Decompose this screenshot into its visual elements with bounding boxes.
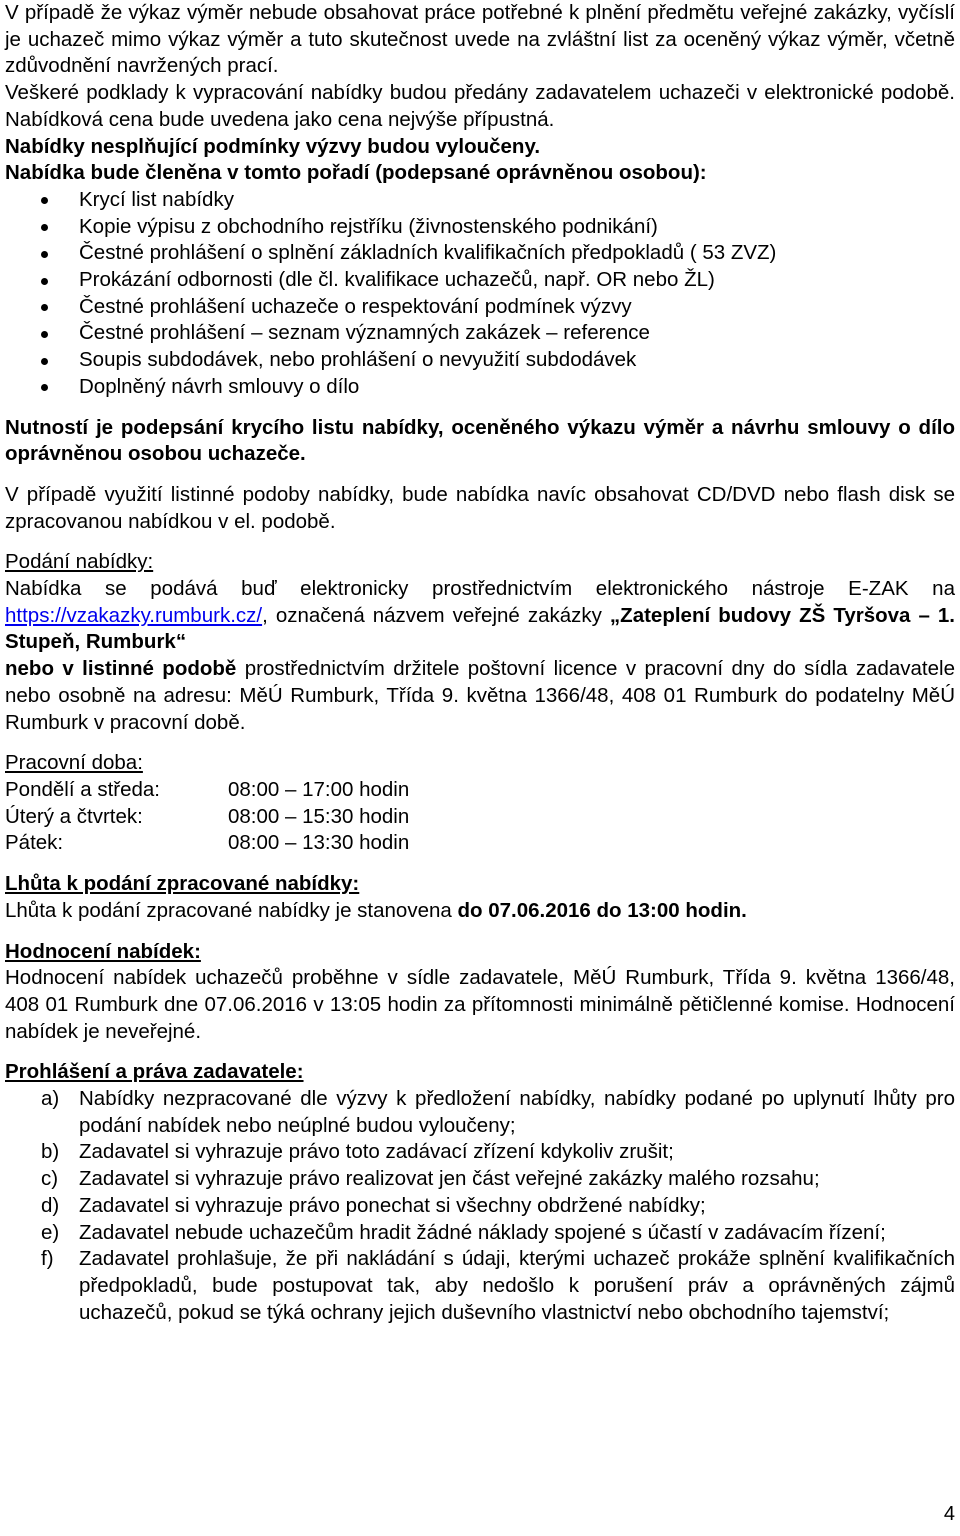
order-heading: Nabídka bude členěna v tomto pořadí (podepsané oprávněnou osobou): [5,161,707,185]
item-text: Zadavatel nebude uchazečům hradit žádné náklady spojené s účastí v zadávacím řízení; [79,1220,886,1244]
item-letter: b) [41,1140,60,1164]
deadline-date: do 07.06.2016 do 13:00 hodin. [457,898,747,922]
paper-submission-text [5,656,955,736]
submission-text-2: , označená názvem veřejné zakázky [262,603,602,627]
signature-note: Nutností je podepsání krycího listu nabídky, oceněného výkazu výměr a návrhu smlouvy o dílo oprávněnou osobou uchazeče. [5,415,955,466]
list-item: Kopie výpisu z obchodního rejstříku (živnostenského podnikání) [5,214,955,241]
intro-paragraph-2 [5,80,955,160]
hours-time: 08:00 – 13:30 hodin [228,831,410,855]
hours-time: 08:00 – 15:30 hodin [228,804,410,828]
spacer [5,468,955,482]
list-item [5,1246,955,1326]
list-item: Čestné prohlášení – seznam významných zakázek – reference [5,320,955,347]
list-item [5,1220,955,1247]
paper-submission-details: prostřednictvím držitele poštovní licence v pracovní dny do sídla zadavatele nebo osobně na adresu: MěÚ Rumburk, Třída 9. května 1366/48, 408 01 Rumburk do podatelny MěÚ Rumburk v pracovní době. [5,657,955,734]
item-letter: f) [41,1247,54,1271]
office-hours-heading: Pracovní doba: [5,751,143,775]
evaluation-heading: Hodnocení nabídek: [5,939,201,963]
list-item: Doplněný návrh smlouvy o dílo [5,374,955,401]
order-list [5,187,955,401]
office-hours-table [5,777,409,857]
declarations-heading: Prohlášení a práva zadavatele: [5,1060,304,1084]
hours-time: 08:00 – 17:00 hodin [228,777,410,801]
intro-paragraph-1: V případě že výkaz výměr nebude obsahovat práce potřebné k plnění předmětu veřejné zakázky, vyčíslí je uchazeč mimo výkaz výměr a tuto skutečnost uvede na zvláštní list za oceněný výkaz výměr, včetně zdůvodnění navržených prací. [5,1,955,78]
deadline-heading: Lhůta k podání zpracované nabídky: [5,872,360,896]
spacer [5,1045,955,1059]
exclusion-note: Nabídky nesplňující podmínky výzvy budou vyloučeny. [5,134,541,158]
item-text: Nabídky nezpracované dle výzvy k předložení nabídky, nabídky podané po uplynutí lhůty pro podání nabídek nebo neúplné budou vyloučeny; [79,1087,955,1137]
item-text: Zadavatel si vyhrazuje právo realizovat jen část veřejné zakázky malého rozsahu; [79,1167,820,1191]
list-item [5,1166,955,1193]
table-row [5,777,409,804]
item-letter: c) [41,1167,59,1191]
list-item: Soupis subdodávek, nebo prohlášení o nevyužití subdodávek [5,347,955,374]
submission-text-1: Nabídka se podává buď elektronicky prostřednictvím elektronického nástroje E-ZAK na [5,577,955,601]
list-item: Krycí list nabídky [5,187,955,214]
list-item [5,1086,955,1139]
hours-day: Pátek: [5,831,64,855]
submission-heading: Podání nabídky: [5,550,154,574]
intro-text: Veškeré podklady k vypracování nabídky budou předány zadavatelem uchazeči v elektronické podobě. Nabídková cena bude uvedena jako cena nejvýše přípustná. [5,81,955,131]
evaluation-text: Hodnocení nabídek uchazečů proběhne v sídle zadavatele, MěÚ Rumburk, Třída 9. května 1366/48, 408 01 Rumburk dne 07.06.2016 v 13:05 hodin za přítomnosti minimálně pětičlenné komise. Hodnocení nabídek je neveřejné. [5,966,955,1043]
document-page [5,0,955,1326]
list-item [5,1139,955,1166]
submission-text [5,576,955,656]
spacer [5,925,955,939]
hours-day: Pondělí a středa: [5,777,160,801]
spacer [5,535,955,549]
list-item: Prokázání odbornosti (dle čl. kvalifikace uchazečů, např. OR nebo ŽL) [5,267,955,294]
spacer [5,401,955,415]
spacer [5,736,955,750]
table-row [5,804,409,831]
page-number: 4 [943,1503,955,1526]
declarations-list [5,1086,955,1326]
paper-submission-bold: nebo v listinné podobě [5,657,237,681]
item-letter: e) [41,1220,60,1244]
item-text: Zadavatel prohlašuje, že při nakládání s údaji, kterými uchazeč prokáže splnění kvalifikačních předpokladů, bude postupovat tak, aby nedošlo k porušení práv a oprávněných zájmů uchazečů, pokud se týká ochrany jejich duševního vlastnictví nebo obchodního tajemství; [79,1247,955,1324]
paper-form-note: V případě využití listinné podoby nabídky, bude nabídka navíc obsahovat CD/DVD nebo flash disk se zpracovanou nabídkou v el. podobě. [5,482,955,533]
project-name: „Zateplení budovy ZŠ Tyršova – 1. Stupeň, Rumburk“ [5,603,955,654]
deadline-sentence: Lhůta k podání zpracované nabídky je stanovena [5,898,452,922]
table-row [5,830,409,857]
item-letter: a) [41,1087,60,1111]
hours-day: Úterý a čtvrtek: [5,804,143,828]
list-item: Čestné prohlášení uchazeče o respektování podmínek výzvy [5,294,955,321]
spacer [5,857,955,871]
deadline-text [5,898,955,925]
ezak-link[interactable]: https://vzakazky.rumburk.cz/ [5,603,263,627]
list-item: Čestné prohlášení o splnění základních kvalifikačních předpokladů ( 53 ZVZ) [5,240,955,267]
item-text: Zadavatel si vyhrazuje právo ponechat si všechny obdržené nabídky; [79,1193,706,1217]
item-text: Zadavatel si vyhrazuje právo toto zadávací zřízení kdykoliv zrušit; [79,1140,674,1164]
item-letter: d) [41,1193,60,1217]
list-item [5,1193,955,1220]
